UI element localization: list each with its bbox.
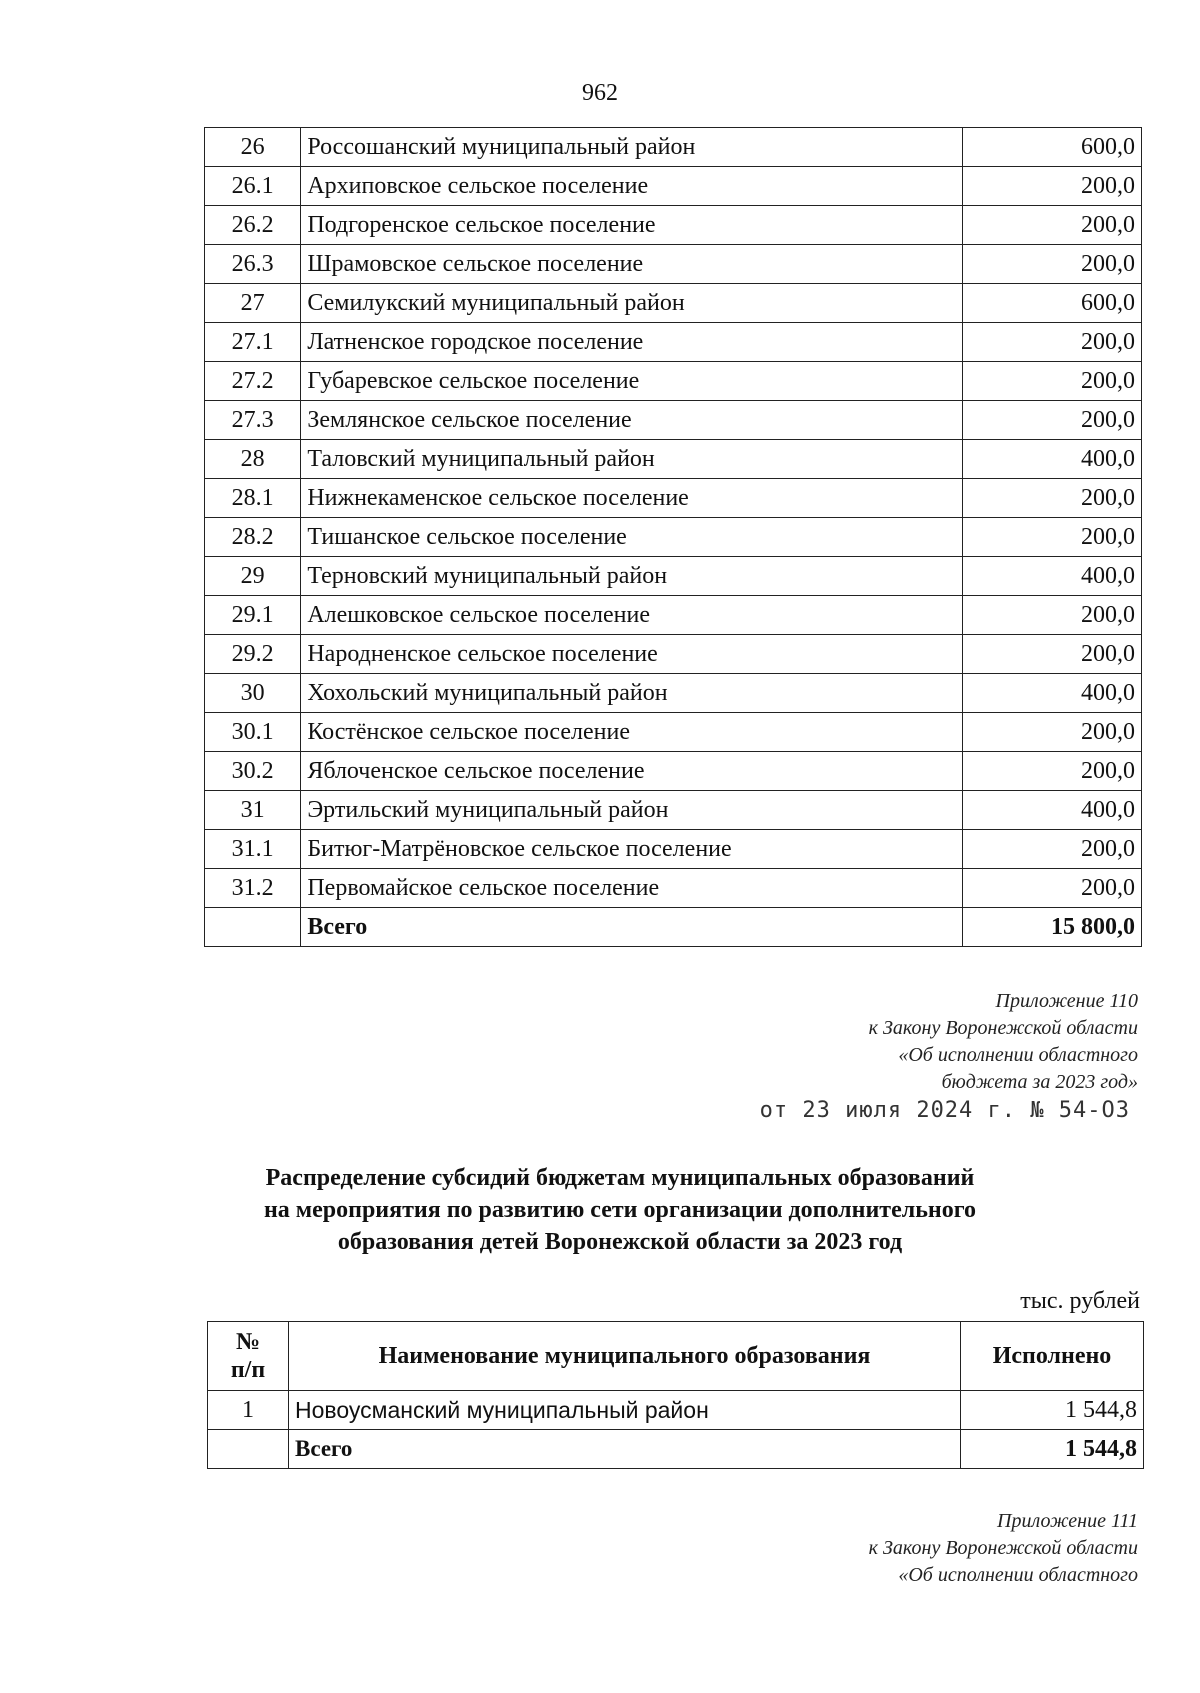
title-line: образования детей Воронежской области за 2023 год: [337, 1229, 903, 1255]
annex-line: к Закону Воронежской области: [868, 1537, 1138, 1559]
table-row: [205, 167, 1142, 206]
table-row: [205, 596, 1142, 635]
subsidy-table-continued: [204, 127, 1142, 947]
amount-value: 200,0: [962, 752, 1141, 791]
row-number: 30.1: [205, 713, 301, 752]
amount-value: 200,0: [962, 869, 1141, 908]
row-number: 28.2: [205, 518, 301, 557]
table-row: [205, 284, 1142, 323]
row-number: 26.1: [205, 167, 301, 206]
row-number: 31: [205, 791, 301, 830]
row-number: 26.3: [205, 245, 301, 284]
table-row: [205, 713, 1142, 752]
municipality-name: Хохольский муниципальный район: [301, 674, 962, 713]
amount-value: 200,0: [962, 362, 1141, 401]
municipality-name: Костёнское сельское поселение: [301, 713, 962, 752]
row-number: 27.1: [205, 323, 301, 362]
municipality-name: Архиповское сельское поселение: [301, 167, 962, 206]
row-number: 28: [205, 440, 301, 479]
table-row: [205, 752, 1142, 791]
table-row: [205, 869, 1142, 908]
municipality-name: Шрамовское сельское поселение: [301, 245, 962, 284]
table-row: [205, 830, 1142, 869]
total-label: Всего: [301, 908, 962, 947]
amount-value: 200,0: [962, 830, 1141, 869]
empty-cell: [208, 1430, 289, 1469]
annex-line: «Об исполнении областного: [898, 1044, 1138, 1066]
annex-110-header: [869, 988, 1138, 1096]
table-row: [205, 323, 1142, 362]
table-row: [205, 479, 1142, 518]
amount-value: 600,0: [962, 284, 1141, 323]
row-number: 1: [208, 1391, 289, 1430]
municipality-name: Тишанское сельское поселение: [301, 518, 962, 557]
row-number: 26: [205, 128, 301, 167]
municipality-name: Эртильский муниципальный район: [301, 791, 962, 830]
amount-value: 200,0: [962, 206, 1141, 245]
total-label: Всего: [289, 1430, 961, 1469]
amount-value: 200,0: [962, 167, 1141, 206]
amount-value: 200,0: [962, 479, 1141, 518]
municipality-name: Терновский муниципальный район: [301, 557, 962, 596]
empty-cell: [205, 908, 301, 947]
amount-value: 400,0: [962, 674, 1141, 713]
table-row: [205, 557, 1142, 596]
table-row: [208, 1391, 1144, 1430]
amount-value: 200,0: [962, 713, 1141, 752]
annex-title: Приложение 110: [995, 990, 1138, 1012]
header-row: [208, 1322, 1144, 1391]
header-text: №: [235, 1329, 261, 1355]
municipality-name: Народненское сельское поселение: [301, 635, 962, 674]
table-row: [205, 245, 1142, 284]
table-row: [205, 440, 1142, 479]
table-row: [205, 791, 1142, 830]
law-date-stamp: от 23 июля 2024 г. № 54-ОЗ: [759, 1098, 1130, 1123]
municipality-name: Новоусманский муниципальный район: [289, 1391, 961, 1430]
annex-title: Приложение 111: [997, 1510, 1138, 1532]
column-header-executed: Исполнено: [961, 1322, 1144, 1391]
row-number: 31.2: [205, 869, 301, 908]
municipality-name: Семилукский муниципальный район: [301, 284, 962, 323]
row-number: 29.1: [205, 596, 301, 635]
row-number: 29.2: [205, 635, 301, 674]
municipality-name: Яблоченское сельское поселение: [301, 752, 962, 791]
table-row: [205, 635, 1142, 674]
municipality-name: Нижнекаменское сельское поселение: [301, 479, 962, 518]
header-text: п/п: [230, 1357, 266, 1383]
amount-value: 200,0: [962, 635, 1141, 674]
subsidy-table: [207, 1321, 1144, 1469]
row-number: 27.3: [205, 401, 301, 440]
amount-value: 200,0: [962, 518, 1141, 557]
document-title: [150, 1162, 1090, 1258]
table-row: [205, 362, 1142, 401]
total-row: [208, 1430, 1144, 1469]
title-line: на мероприятия по развитию сети организации дополнительного: [263, 1197, 977, 1223]
column-header-name: Наименование муниципального образования: [289, 1322, 961, 1391]
total-row: [205, 908, 1142, 947]
row-number: 29: [205, 557, 301, 596]
municipality-name: Губаревское сельское поселение: [301, 362, 962, 401]
amount-value: 200,0: [962, 401, 1141, 440]
units-label: тыс. рублей: [1020, 1288, 1140, 1314]
municipality-name: Битюг-Матрёновское сельское поселение: [301, 830, 962, 869]
amount-value: 400,0: [962, 440, 1141, 479]
total-value: 15 800,0: [962, 908, 1141, 947]
annex-line: бюджета за 2023 год»: [941, 1071, 1138, 1093]
municipality-name: Подгоренское сельское поселение: [301, 206, 962, 245]
municipality-name: Первомайское сельское поселение: [301, 869, 962, 908]
table-row: [205, 674, 1142, 713]
annex-111-header: [869, 1508, 1138, 1589]
amount-value: 200,0: [962, 323, 1141, 362]
municipality-name: Алешковское сельское поселение: [301, 596, 962, 635]
municipality-name: Землянское сельское поселение: [301, 401, 962, 440]
municipality-name: Таловский муниципальный район: [301, 440, 962, 479]
row-number: 27: [205, 284, 301, 323]
annex-line: «Об исполнении областного: [898, 1564, 1138, 1586]
amount-value: 400,0: [962, 791, 1141, 830]
amount-value: 1 544,8: [961, 1391, 1144, 1430]
row-number: 26.2: [205, 206, 301, 245]
amount-value: 200,0: [962, 596, 1141, 635]
column-header-number: [208, 1322, 289, 1391]
table-row: [205, 401, 1142, 440]
annex-line: к Закону Воронежской области: [868, 1017, 1138, 1039]
amount-value: 600,0: [962, 128, 1141, 167]
table-row: [205, 128, 1142, 167]
row-number: 31.1: [205, 830, 301, 869]
total-value: 1 544,8: [961, 1430, 1144, 1469]
row-number: 30.2: [205, 752, 301, 791]
table-row: [205, 206, 1142, 245]
municipality-name: Россошанский муниципальный район: [301, 128, 962, 167]
amount-value: 200,0: [962, 245, 1141, 284]
row-number: 28.1: [205, 479, 301, 518]
page-number: 962: [582, 80, 618, 106]
amount-value: 400,0: [962, 557, 1141, 596]
row-number: 27.2: [205, 362, 301, 401]
municipality-name: Латненское городское поселение: [301, 323, 962, 362]
table-row: [205, 518, 1142, 557]
row-number: 30: [205, 674, 301, 713]
title-line: Распределение субсидий бюджетам муниципальных образований: [265, 1165, 975, 1191]
